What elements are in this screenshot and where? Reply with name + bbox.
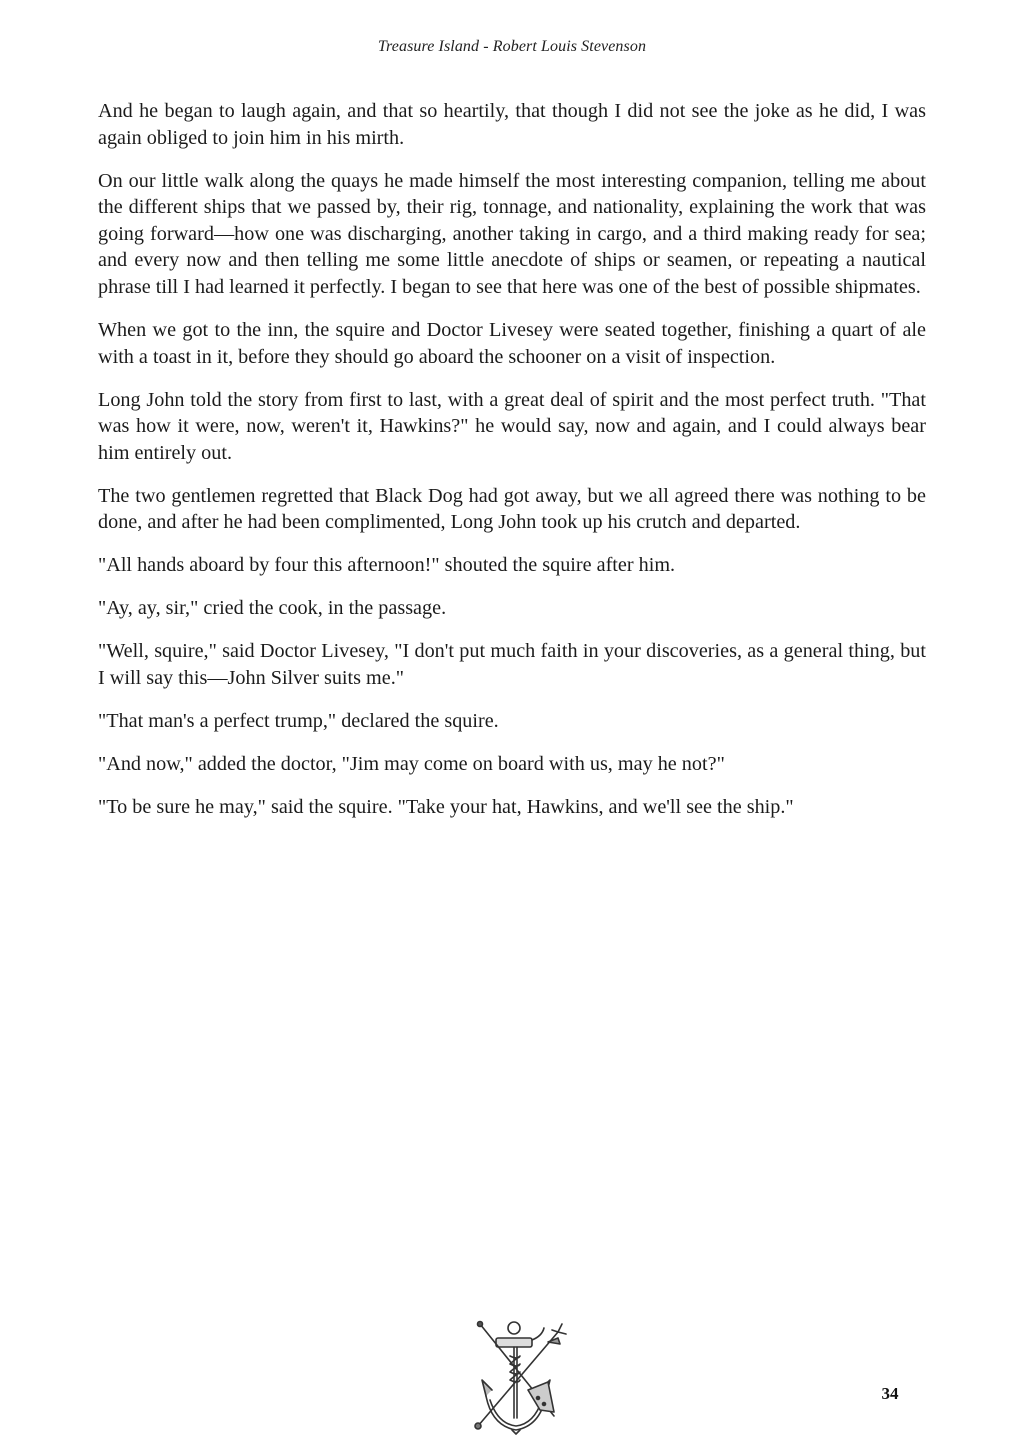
page-number: 34 bbox=[881, 1384, 899, 1403]
paragraph: The two gentlemen regretted that Black Dog had got away, but we all agreed there was nothing to be done, and after he had been complimented, Long John took up his crutch and departed. bbox=[98, 484, 926, 534]
paragraph: "And now," added the doctor, "Jim may come on board with us, may he not?" bbox=[98, 752, 725, 775]
paragraph: When we got to the inn, the squire and Doctor Livesey were seated together, finishing a quart of ale with a toast in it, before they should go aboard the schooner on a visit of inspection. bbox=[98, 318, 926, 368]
paragraph: And he began to laugh again, and that so heartily, that though I did not see the joke as he did, I was again obliged to join him in his mirth. bbox=[98, 100, 926, 149]
body-text bbox=[98, 98, 926, 837]
paragraph: "Ay, ay, sir," cried the cook, in the passage. bbox=[98, 597, 447, 620]
paragraph: On our little walk along the quays he made himself the most interesting companion, telling me about the different ships that we passed by, their rig, tonnage, and nationality, explaining the work that was going forward—how one was discharging, another taking in cargo, and a third making ready for sea; and every now and then telling me some little anecdote of ships or seamen, or repeating a nautical phrase till I had learned it perfectly. I began to see that here was one of the best of possible shipmates. bbox=[98, 169, 926, 298]
paragraph: "Well, squire," said Doctor Livesey, "I don't put much faith in your discoveries, as a general thing, but I will say this—John Silver suits me." bbox=[98, 640, 926, 689]
paragraph: "All hands aboard by four this afternoon!" shouted the squire after him. bbox=[98, 554, 676, 577]
paragraph: "That man's a perfect trump," declared the squire. bbox=[98, 709, 499, 732]
paragraph: Long John told the story from first to last, with a great deal of spirit and the most perfect truth. "That was how it were, now, weren't it, Hawkins?" he would say, now and again, and I could always bear him entirely out. bbox=[98, 388, 926, 464]
anchor-trident-emblem-icon bbox=[470, 1318, 570, 1436]
running-header: Treasure Island - Robert Louis Stevenson bbox=[377, 38, 647, 55]
paragraph: "To be sure he may," said the squire. "Take your hat, Hawkins, and we'll see the ship." bbox=[98, 795, 794, 818]
